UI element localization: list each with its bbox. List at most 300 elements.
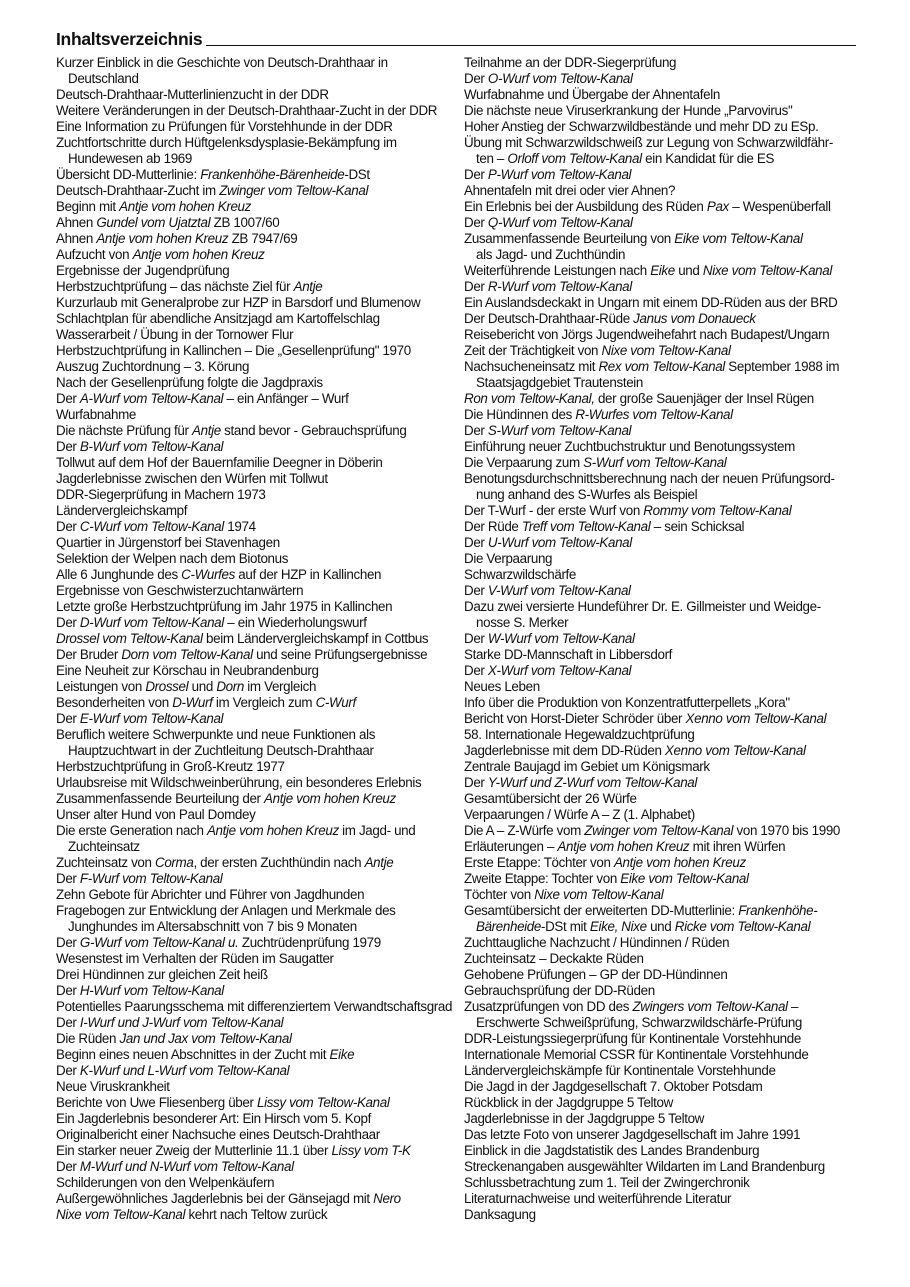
- toc-entry-text: Schlussbetrachtung zum 1. Teil der Zwingerchronik: [464, 1175, 750, 1190]
- toc-entry-text: Ahnen: [56, 215, 97, 230]
- toc-entry-text: Kurzurlaub mit Generalprobe zur HZP in Barsdorf und Blumenow: [56, 295, 421, 310]
- toc-entry-text: Literaturnachweise und weiterführende Literatur: [464, 1191, 732, 1206]
- toc-entry-line: [464, 279, 859, 295]
- toc-entry-name-italic: Corma: [155, 855, 194, 870]
- toc-entry-text: Der: [56, 391, 80, 406]
- toc-entry-line: [56, 135, 454, 151]
- toc-entry-text: September 1988 im: [724, 359, 840, 374]
- toc-entry: [56, 951, 454, 967]
- toc-entry-line: [464, 1207, 859, 1223]
- toc-entry-line: [464, 631, 859, 647]
- toc-entry: [464, 983, 859, 999]
- toc-entry-text: der große Sauenjäger der Insel Rügen: [594, 391, 814, 406]
- toc-entry: [464, 999, 859, 1031]
- toc-entry-name-italic: Eike vom Teltow-Kanal: [620, 871, 749, 886]
- toc-entry-text: Der: [56, 519, 80, 534]
- toc-entry-text: Schilderungen von den Welpenkäufern: [56, 1175, 275, 1190]
- toc-entry-text: im Vergleich: [243, 679, 317, 694]
- toc-entry-text: Ein starker neuer Zweig der Mutterlinie 11.1 über: [56, 1143, 332, 1158]
- toc-entry-line: [56, 823, 454, 839]
- toc-entry-line: [464, 71, 859, 87]
- toc-entry-text: kehrt nach Teltow zurück: [185, 1207, 328, 1222]
- toc-entry-line: [464, 167, 859, 183]
- toc-entry: [56, 887, 454, 903]
- toc-entry-line: [464, 215, 859, 231]
- toc-entry-line: [464, 1127, 859, 1143]
- toc-entry-name-italic: Dorn vom Teltow-Kanal: [121, 647, 253, 662]
- toc-entry-text: und: [188, 679, 217, 694]
- toc-entry: [464, 967, 859, 983]
- toc-entry-line: [56, 1111, 454, 1127]
- toc-entry-name-italic: Q-Wurf vom Teltow-Kanal: [487, 215, 633, 230]
- toc-entry-text: Eine Neuheit zur Körschau in Neubrandenburg: [56, 663, 319, 678]
- toc-entry-text: Beginn eines neuen Abschnittes in der Zucht mit: [56, 1047, 330, 1062]
- toc-entry-text: Verpaarungen / Würfe A – Z (1. Alphabet): [464, 807, 695, 822]
- toc-entry-name-italic: O-Wurf vom Teltow-Kanal: [487, 71, 633, 86]
- toc-entry-line: [56, 1191, 454, 1207]
- toc-entry-text: Danksagung: [464, 1207, 536, 1222]
- toc-entry-text: auf der HZP in Kallinchen: [234, 567, 382, 582]
- page-title: Inhaltsverzeichnis: [56, 28, 206, 50]
- toc-entry-name-italic: Antje vom hohen Kreuz: [132, 247, 265, 262]
- toc-entry: [464, 951, 859, 967]
- toc-entry-name-italic: Zwinger vom Teltow-Kanal: [219, 183, 369, 198]
- toc-entry: [464, 727, 859, 743]
- toc-entry-text: Der: [464, 631, 488, 646]
- toc-entry-text: Zweite Etappe: Tochter von: [464, 871, 621, 886]
- toc-entry-line: [56, 1175, 454, 1191]
- toc-entry-line: [56, 439, 454, 455]
- toc-entry-name-italic: Bärenheide: [476, 919, 541, 934]
- toc-entry-text: ZB 7947/69: [228, 231, 298, 246]
- toc-entry-text: Internationale Memorial CSSR für Kontinentale Vorstehhunde: [464, 1047, 809, 1062]
- toc-entry-text: Der: [464, 71, 488, 86]
- toc-entry-name-italic: Pax: [706, 199, 729, 214]
- toc-entry-text: Herbstzuchtprüfung in Groß-Kreutz 1977: [56, 759, 285, 774]
- toc-entry-line: [56, 1031, 454, 1047]
- toc-entry-line: [464, 1143, 859, 1159]
- toc-entry-line: [464, 711, 859, 727]
- toc-entry-text: Beruflich weitere Schwerpunkte und neue Funktionen als: [56, 727, 376, 742]
- toc-entry-line: [56, 727, 454, 743]
- toc-entry-name-italic: X-Wurf vom Teltow-Kanal: [487, 663, 632, 678]
- toc-entry: [464, 439, 859, 455]
- toc-entry: [464, 1175, 859, 1191]
- toc-entry: [56, 727, 454, 759]
- toc-entry-name-italic: Eike vom Teltow-Kanal: [674, 231, 803, 246]
- toc-entry-text: Weitere Veränderungen in der Deutsch-Drahthaar-Zucht in der DDR: [56, 103, 438, 118]
- toc-entry-line: [464, 759, 859, 775]
- toc-entry-name-italic: Antje vom hohen Kreuz: [557, 839, 690, 854]
- toc-entry-name-italic: Antje vom hohen Kreuz: [264, 791, 396, 806]
- toc-entry-text: Der: [56, 1063, 80, 1078]
- toc-entry-line: [464, 1015, 859, 1031]
- toc-entry: [464, 583, 859, 599]
- toc-entry-line: [56, 167, 454, 183]
- toc-entry: [56, 967, 454, 983]
- toc-entry-line: [464, 519, 859, 535]
- toc-entry-text: -DSt: [344, 167, 370, 182]
- toc-entry-name-italic: Xenno vom Teltow-Kanal: [685, 711, 827, 726]
- toc-entry: [464, 455, 859, 471]
- toc-entry: [56, 279, 454, 295]
- toc-entry-name-italic: Lissy vom T-K: [331, 1143, 411, 1158]
- toc-entry: [464, 823, 859, 839]
- toc-entry-line: [464, 1175, 859, 1191]
- toc-entry-text: Zeit der Trächtigkeit von: [464, 343, 602, 358]
- toc-entry-line: [464, 247, 859, 263]
- toc-entry: [464, 567, 859, 583]
- toc-entry-text: Die nächste neue Viruserkrankung der Hunde „Parvovirus": [464, 103, 793, 118]
- toc-entry: [56, 983, 454, 999]
- toc-entry-line: [56, 775, 454, 791]
- toc-entry-line: [56, 871, 454, 887]
- toc-entry-text: Bericht von Horst-Dieter Schröder über: [464, 711, 686, 726]
- toc-entry-text: Erste Etappe: Töchter von: [464, 855, 614, 870]
- toc-entry-name-italic: Antje: [364, 855, 394, 870]
- toc-entry-line: [464, 679, 859, 695]
- toc-entry-line: [464, 807, 859, 823]
- toc-entry-line: [464, 295, 859, 311]
- toc-entry-line: [464, 439, 859, 455]
- toc-entry: [56, 1159, 454, 1175]
- toc-entry-text: Die erste Generation nach: [56, 823, 207, 838]
- toc-entry-text: Weiterführende Leistungen nach: [464, 263, 651, 278]
- toc-entry-text: ein Kandidat für die ES: [641, 151, 775, 166]
- toc-entry-text: Übersicht DD-Mutterlinie:: [56, 167, 201, 182]
- header: [56, 28, 856, 50]
- toc-entry: [56, 791, 454, 807]
- toc-entry-text: Neues Leben: [464, 679, 540, 694]
- toc-entry: [464, 695, 859, 711]
- toc-entry-line: [56, 951, 454, 967]
- toc-entry-line: [56, 1207, 454, 1223]
- toc-entry: [464, 599, 859, 631]
- toc-entry-text: Herbstzuchtprüfung – das nächste Ziel für: [56, 279, 294, 294]
- toc-entry-line: [56, 535, 454, 551]
- toc-entry-name-italic: Treff vom Teltow-Kanal: [521, 519, 651, 534]
- toc-entry-line: [56, 231, 454, 247]
- toc-entry-text: Tollwut auf dem Hof der Bauernfamilie Deegner in Döberin: [56, 455, 383, 470]
- toc-entry-name-italic: G-Wurf vom Teltow-Kanal u.: [79, 935, 239, 950]
- toc-entry-line: [464, 823, 859, 839]
- toc-entry: [56, 567, 454, 583]
- toc-entry: [56, 391, 454, 407]
- toc-entry: [56, 1047, 454, 1063]
- toc-entry: [464, 1127, 859, 1143]
- toc-entry-text: stand bevor - Gebrauchsprüfung: [220, 423, 407, 438]
- toc-entry-name-italic: E-Wurf vom Teltow-Kanal: [79, 711, 224, 726]
- toc-entry-line: [56, 1063, 454, 1079]
- toc-entry-text: Wesenstest im Verhalten der Rüden im Saugatter: [56, 951, 334, 966]
- toc-entry: [464, 87, 859, 103]
- toc-entry-text: Einblick in die Jagdstatistik des Landes Brandenburg: [464, 1143, 760, 1158]
- toc-entry-line: [56, 551, 454, 567]
- toc-entry-text: Junghundes im Altersabschnitt von 7 bis 9 Monaten: [68, 919, 357, 934]
- toc-entry-line: [464, 583, 859, 599]
- toc-entry: [56, 1015, 454, 1031]
- toc-entry-text: Zuchteinsatz von: [56, 855, 155, 870]
- toc-entry-text: DDR-Siegerprüfung in Machern 1973: [56, 487, 266, 502]
- toc-entry-line: [464, 487, 859, 503]
- toc-entry-text: mit ihren Würfen: [689, 839, 786, 854]
- toc-entry-text: Jagderlebnisse zwischen den Würfen mit Tollwut: [56, 471, 328, 486]
- toc-entry-text: Der Rüde: [464, 519, 522, 534]
- toc-entry-text: Wasserarbeit / Übung in der Tornower Flur: [56, 327, 294, 342]
- toc-entry-text: Zuchteinsatz – Deckakte Rüden: [464, 951, 644, 966]
- toc-entry-line: [56, 935, 454, 951]
- toc-entry-name-italic: C-Wurf: [315, 695, 356, 710]
- toc-entry-name-italic: R-Wurf vom Teltow-Kanal: [487, 279, 632, 294]
- toc-entry-text: – ein Anfänger – Wurf: [223, 391, 349, 406]
- toc-entry-text: Erläuterungen –: [464, 839, 558, 854]
- toc-entry: [464, 871, 859, 887]
- toc-column-left: [56, 55, 454, 1223]
- toc-entry-text: Beginn mit: [56, 199, 120, 214]
- toc-entry-text: im Vergleich zum: [212, 695, 316, 710]
- toc-entry-line: [56, 791, 454, 807]
- toc-entry-text: von 1970 bis 1990: [733, 823, 841, 838]
- toc-entry-text: Ergebnisse von Geschwisterzuchtanwärtern: [56, 583, 304, 598]
- toc-entry-text: Zuchtfortschritte durch Hüftgelenksdysplasie-Bekämpfung im: [56, 135, 397, 150]
- toc-entry: [464, 1143, 859, 1159]
- toc-entry: [56, 55, 454, 87]
- toc-entry-text: Schlachtplan für abendliche Ansitzjagd am Kartoffelschlag: [56, 311, 380, 326]
- toc-entry-name-italic: Rex vom Teltow-Kanal: [598, 359, 725, 374]
- toc-entry-line: [56, 567, 454, 583]
- toc-entry-name-italic: K-Wurf und L-Wurf vom Teltow-Kanal: [79, 1063, 290, 1078]
- toc-entry-text: Der: [56, 983, 80, 998]
- toc-entry-text: Die Hündinnen des: [464, 407, 576, 422]
- toc-entry: [56, 679, 454, 695]
- toc-entry-text: Die Rüden: [56, 1031, 120, 1046]
- toc-entry-line: [464, 919, 859, 935]
- toc-entry-line: [56, 87, 454, 103]
- toc-entry: [56, 551, 454, 567]
- toc-entry-text: Alle 6 Junghunde des: [56, 567, 182, 582]
- toc-entry-name-italic: Frankenhöhe-Bärenheide: [200, 167, 345, 182]
- toc-entry-text: Zusammenfassende Beurteilung von: [464, 231, 675, 246]
- toc-entry-line: [56, 695, 454, 711]
- toc-entry-text: Der: [464, 423, 488, 438]
- toc-entry: [56, 423, 454, 439]
- toc-entry-line: [56, 679, 454, 695]
- toc-entry: [56, 231, 454, 247]
- toc-entry: [464, 631, 859, 647]
- toc-entry-text: Die Verpaarung zum: [464, 455, 584, 470]
- toc-entry-text: – ein Wiederholungswurf: [223, 615, 367, 630]
- toc-entry-line: [56, 1015, 454, 1031]
- toc-entry: [464, 295, 859, 311]
- toc-entry-text: beim Ländervergleichskampf in Cottbus: [202, 631, 429, 646]
- toc-entry-text: Deutsch-Drahthaar-Zucht im: [56, 183, 220, 198]
- toc-entry-text: Ländervergleichskampf: [56, 503, 188, 518]
- toc-entry: [56, 439, 454, 455]
- toc-entry-text: Ein Jagderlebnis besonderer Art: Ein Hirsch vom 5. Kopf: [56, 1111, 371, 1126]
- toc-entry-text: Der: [56, 871, 80, 886]
- toc-entry: [56, 807, 454, 823]
- toc-entry: [464, 535, 859, 551]
- toc-entry: [56, 471, 454, 487]
- toc-entry-name-italic: U-Wurf vom Teltow-Kanal: [487, 535, 632, 550]
- toc-entry-text: Deutschland: [68, 71, 139, 86]
- toc-entry-text: Hoher Anstieg der Schwarzwildbestände und mehr DD zu ESp.: [464, 119, 819, 134]
- toc-entry-line: [56, 631, 454, 647]
- toc-entry-text: ZB 1007/60: [210, 215, 280, 230]
- toc-entry-name-italic: Dorn: [216, 679, 244, 694]
- toc-entry-line: [56, 215, 454, 231]
- toc-entry-line: [56, 455, 454, 471]
- toc-entry-line: [464, 743, 859, 759]
- toc-entry-text: Einführung neuer Zuchtbuchstruktur und Benotungssystem: [464, 439, 795, 454]
- toc-entry-line: [56, 279, 454, 295]
- toc-entry-line: [464, 119, 859, 135]
- toc-entry-text: Eine Information zu Prüfungen für Vorstehhunde in der DDR: [56, 119, 393, 134]
- toc-entry-name-italic: M-Wurf und N-Wurf vom Teltow-Kanal: [79, 1159, 294, 1174]
- toc-entry: [464, 855, 859, 871]
- toc-entry-name-italic: Lissy vom Teltow-Kanal: [256, 1095, 390, 1110]
- toc-entry: [56, 1191, 454, 1207]
- toc-entry: [56, 647, 454, 663]
- toc-entry-line: [464, 423, 859, 439]
- toc-entry-line: [56, 903, 454, 919]
- toc-entry: [56, 695, 454, 711]
- toc-entry-line: [464, 951, 859, 967]
- toc-entry-line: [464, 775, 859, 791]
- toc-entry-text: Nachsucheneinsatz mit: [464, 359, 599, 374]
- toc-entry: [464, 135, 859, 167]
- toc-entry-line: [56, 103, 454, 119]
- toc-entry-name-italic: Nixe vom Teltow-Kanal: [56, 1207, 186, 1222]
- toc-entry: [56, 535, 454, 551]
- toc-entry: [56, 375, 454, 391]
- toc-entry-text: Der: [464, 215, 488, 230]
- toc-entry: [464, 359, 859, 391]
- toc-entry-text: Zusatzprüfungen von DD des: [464, 999, 633, 1014]
- toc-entry-name-italic: Ron vom Teltow-Kanal,: [464, 391, 595, 406]
- toc-entry-line: [464, 359, 859, 375]
- toc-entry-line: [464, 231, 859, 247]
- toc-entry-line: [464, 471, 859, 487]
- toc-entry: [464, 679, 859, 695]
- toc-entry-line: [56, 983, 454, 999]
- toc-entry-text: Potentielles Paarungsschema mit differenziertem Verwandtschaftsgrad: [56, 999, 453, 1014]
- toc-entry-line: [56, 1143, 454, 1159]
- toc-entry: [56, 759, 454, 775]
- toc-entry: [464, 71, 859, 87]
- toc-entry: [56, 295, 454, 311]
- toc-entry-name-italic: Antje vom hohen Kreuz: [206, 823, 339, 838]
- toc-entry: [56, 1175, 454, 1191]
- toc-entry-line: [56, 855, 454, 871]
- toc-entry-text: Staatsjagdgebiet Trautenstein: [476, 375, 644, 390]
- toc-entry: [464, 423, 859, 439]
- toc-entry-text: Zuchttaugliche Nachzucht / Hündinnen / Rüden: [464, 935, 730, 950]
- toc-entry-text: Der: [56, 935, 80, 950]
- toc-entry: [464, 263, 859, 279]
- toc-entry: [56, 871, 454, 887]
- toc-entry-text: Starke DD-Mannschaft in Libbersdorf: [464, 647, 673, 662]
- toc-entry-line: [56, 887, 454, 903]
- toc-entry-text: und seine Prüfungsergebnisse: [252, 647, 428, 662]
- toc-entry: [56, 359, 454, 375]
- toc-entry-text: Ahnentafeln mit drei oder vier Ahnen?: [464, 183, 676, 198]
- toc-entry-text: Dazu zwei versierte Hundeführer Dr. E. Gillmeister und Weidge-: [464, 599, 821, 614]
- toc-entry-line: [464, 1095, 859, 1111]
- toc-entry-line: [56, 663, 454, 679]
- toc-entry-text: Die Jagd in der Jagdgesellschaft 7. Oktober Potsdam: [464, 1079, 763, 1094]
- toc-entry-text: Kurzer Einblick in die Geschichte von Deutsch-Drahthaar in: [56, 55, 388, 70]
- toc-entry: [56, 823, 454, 855]
- toc-entry-text: Zuchteinsatz: [68, 839, 140, 854]
- toc-entry: [56, 87, 454, 103]
- toc-entry: [56, 999, 454, 1015]
- toc-entry: [56, 135, 454, 167]
- toc-entry: [56, 311, 454, 327]
- toc-entry: [464, 839, 859, 855]
- toc-entry-line: [464, 391, 859, 407]
- toc-entry-line: [56, 967, 454, 983]
- toc-entry-name-italic: P-Wurf vom Teltow-Kanal: [487, 167, 632, 182]
- toc-entry: [464, 1111, 859, 1127]
- toc-entry-name-italic: Gundel vom Ujatztal: [96, 215, 211, 230]
- toc-entry-name-italic: R-Wurfes vom Teltow-Kanal: [575, 407, 733, 422]
- toc-entry: [464, 343, 859, 359]
- toc-entry-text: Der: [56, 1015, 80, 1030]
- toc-entry: [464, 551, 859, 567]
- toc-entry-line: [464, 1191, 859, 1207]
- toc-entry-name-italic: Zwingers vom Teltow-Kanal: [632, 999, 788, 1014]
- toc-entry-text: nosse S. Merker: [476, 615, 569, 630]
- toc-entry-text: Originalbericht einer Nachsuche eines Deutsch-Drahthaar: [56, 1127, 380, 1142]
- toc-entry-text: Der: [464, 535, 488, 550]
- toc-entry: [464, 279, 859, 295]
- toc-entry: [464, 55, 859, 71]
- toc-entry-text: Übung mit Schwarzwildschweiß zur Legung von Schwarzwildfähr-: [464, 135, 833, 150]
- toc-entry-name-italic: H-Wurf vom Teltow-Kanal: [79, 983, 224, 998]
- toc-entry-line: [56, 55, 454, 71]
- toc-entry-line: [464, 695, 859, 711]
- toc-entry-text: Ländervergleichskämpfe für Kontinentale Vorstehhunde: [464, 1063, 776, 1078]
- toc-entry-text: im Jagd- und: [338, 823, 416, 838]
- toc-entry: [56, 167, 454, 183]
- toc-entry-text: Schwarzwildschärfe: [464, 567, 577, 582]
- toc-entry: [464, 743, 859, 759]
- toc-entry: [464, 1031, 859, 1047]
- toc-entry-line: [56, 615, 454, 631]
- toc-entry: [56, 183, 454, 199]
- toc-entry-name-italic: Nixe vom Teltow-Kanal: [534, 887, 664, 902]
- toc-entry: [464, 647, 859, 663]
- toc-entry-text: Gesamtübersicht der erweiterten DD-Mutterlinie:: [464, 903, 739, 918]
- toc-entry: [56, 1079, 454, 1095]
- toc-entry-text: Die nächste Prüfung für: [56, 423, 193, 438]
- toc-entry-line: [56, 295, 454, 311]
- toc-entry-text: Ergebnisse der Jugendprüfung: [56, 263, 230, 278]
- toc-entry-line: [464, 343, 859, 359]
- toc-entry-line: [464, 1079, 859, 1095]
- toc-entry: [464, 1191, 859, 1207]
- toc-entry-line: [464, 887, 859, 903]
- toc-entry-line: [464, 1159, 859, 1175]
- toc-entry: [56, 1063, 454, 1079]
- toc-entry-name-italic: S-Wurf vom Teltow-Kanal: [487, 423, 632, 438]
- toc-entry-text: Zentrale Baujagd im Gebiet um Königsmark: [464, 759, 710, 774]
- toc-entry-line: [56, 391, 454, 407]
- toc-entry: [464, 215, 859, 231]
- toc-entry: [464, 231, 859, 263]
- toc-entry-text: Drei Hündinnen zur gleichen Zeit heiß: [56, 967, 268, 982]
